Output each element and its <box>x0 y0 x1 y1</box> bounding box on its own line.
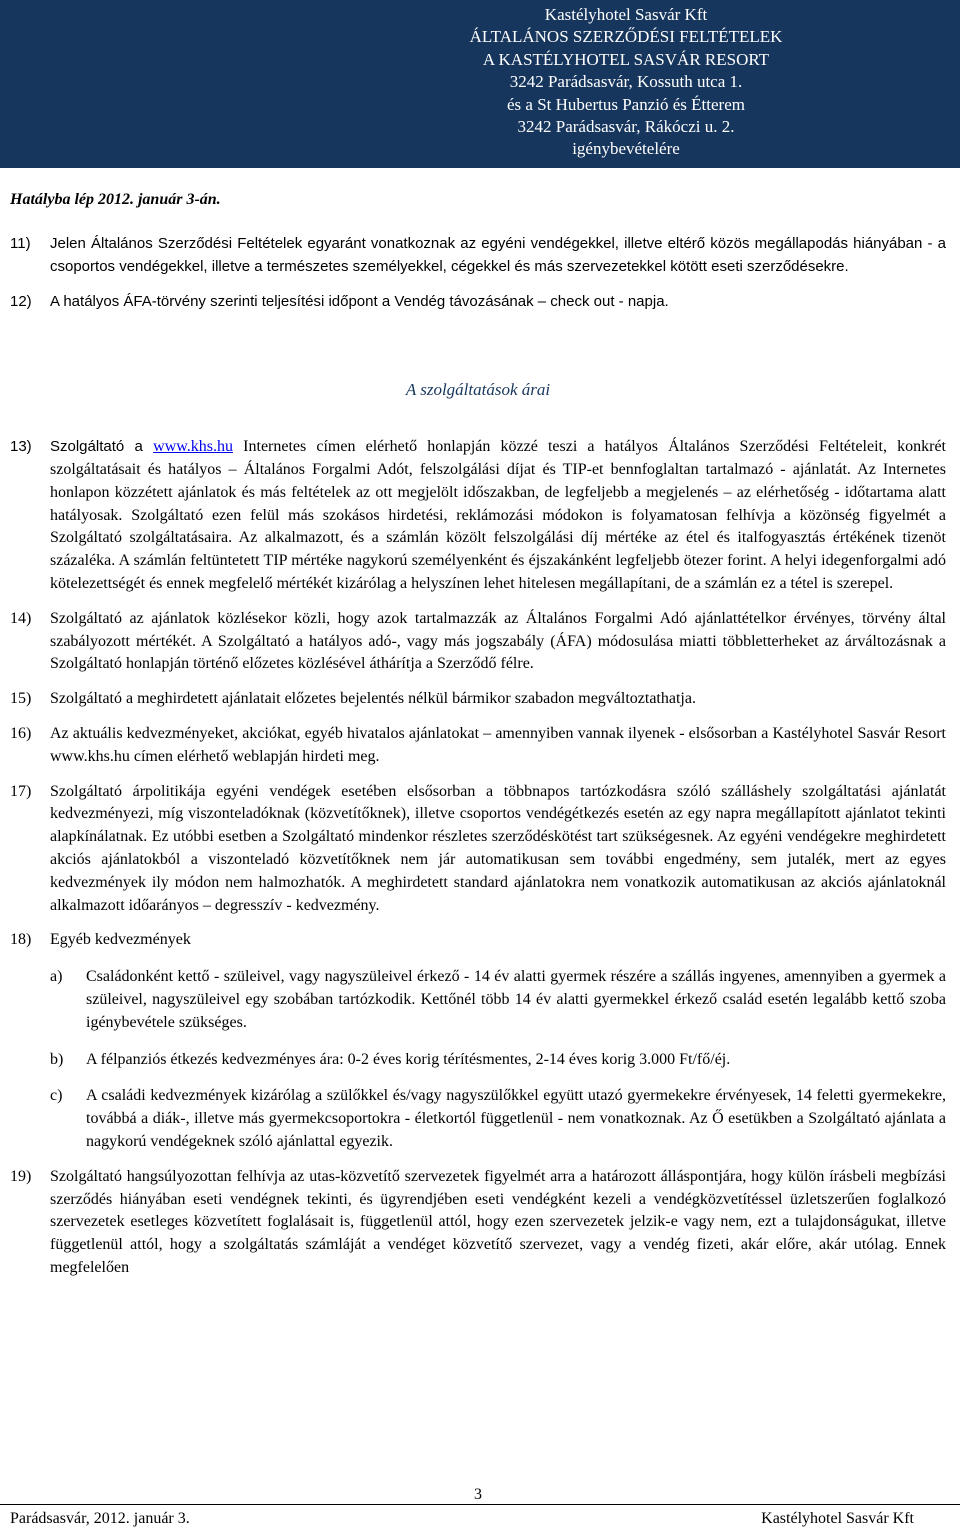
subitem-text: A félpanziós étkezés kedvezményes ára: 0-2 éves korig térítésmentes, 2-14 éves korig 3.000 Ft/fő/éj. <box>86 1050 731 1068</box>
effective-date: Hatályba lép 2012. január 3-án. <box>10 191 221 208</box>
paragraph-number: 13) <box>10 438 32 456</box>
panzio-name: és a St Hubertus Panzió és Étterem <box>507 94 745 114</box>
paragraph-number: 12) <box>10 292 32 310</box>
subitem-letter: a) <box>50 968 63 986</box>
paragraph-17 <box>10 781 946 918</box>
paragraph-text: Az aktuális kedvezményeket, akciókat, egyéb hivatalos ajánlatokat – amennyiben vannak ilyenek - elsősorban a Kastélyhotel Sasvár Resort www.khs.hu címen elérhető weblapján hirdeti meg. <box>50 724 946 765</box>
subitem-c <box>50 1085 946 1153</box>
footer-divider <box>0 1504 960 1505</box>
header-suffix: igénybevételére <box>572 139 680 159</box>
website-link[interactable]: www.khs.hu <box>153 438 234 456</box>
section-title: A szolgáltatások árai <box>405 380 551 400</box>
resort-address: 3242 Parádsasvár, Kossuth utca 1. <box>509 72 743 92</box>
paragraph-number: 19) <box>10 1167 32 1185</box>
paragraph-number: 16) <box>10 724 32 742</box>
paragraph-12 <box>10 291 946 314</box>
paragraph-13 <box>10 436 946 596</box>
subitem-a <box>50 966 946 1034</box>
paragraph-16 <box>10 723 946 769</box>
paragraph-text-pre: Szolgáltató a <box>50 438 154 456</box>
document-body <box>10 233 946 1292</box>
paragraph-text: Szolgáltató hangsúlyozottan felhívja az utas-közvetítő szervezetek figyelmét arra a határozott álláspontjára, hogy külön írásbeli megbízási szerződés hiányában eseti vendégnek tekinti, és ügyrendjében eseti vendégként kezeli a vendégközvetítéssel üzletszerűen foglalkozó szervezetek esetleges közvetített foglalásait is, függetlenül attól, hogy ezen szervezetek jelzik-e vagy nem, ezt a tulajdonságukat, illetve függetlenül attól, hogy a szolgáltatás számláját a vendéget közvetítő szervezet, vagy a vendég fizeti, akár előre, akár utólag. Ennek megfelelően <box>50 1167 946 1276</box>
paragraph-text: Szolgáltató árpolitikája egyéni vendégek esetében elsősorban a többnapos tartózkodásra szóló szálláshely szolgáltatási ajánlatát kedvezményezi, míg viszonteladóknak (közvetítőknek), illetve csoportos vendégétkezés esetén az egy napra megállapított ajánlatot tekinti alapkínálatnak. Ez utóbbi esetben a Szolgáltató mindenkor részletes szerződéskötést tart szükségesnek. Az egyéni vendégekre meghirdetett akciós ajánlatokból a viszonteladó közvetítőknek nem jár automatikusan sem további engedmény, sem jutalék, mert az egyes kedvezmények ily módon nem halmozhatók. A meghirdetett standard ajánlatokra nem vonatkozik automatikusan az akciós ajánlatoknál alkalmazott időarányos – degresszív - kedvezmény. <box>50 782 946 914</box>
paragraph-number: 11) <box>10 235 31 252</box>
paragraph-text: A hatályos ÁFA-törvény szerinti teljesítési időpont a Vendég távozásának – check out - napja. <box>50 292 669 310</box>
paragraph-18 <box>10 929 946 1153</box>
paragraph-number: 15) <box>10 690 32 708</box>
subitem-letter: b) <box>50 1050 64 1068</box>
subitem-letter: c) <box>50 1087 63 1105</box>
paragraph-number: 17) <box>10 782 32 800</box>
paragraph-text: Egyéb kedvezmények <box>50 931 191 949</box>
resort-name: A KASTÉLYHOTEL SASVÁR RESORT <box>482 49 770 69</box>
paragraph-number: 14) <box>10 609 32 627</box>
panzio-address: 3242 Parádsasvár, Rákóczi u. 2. <box>517 117 735 137</box>
paragraph-14 <box>10 608 946 676</box>
page-number: 3 <box>474 1486 482 1503</box>
paragraph-text: Jelen Általános Szerződési Feltételek egyaránt vonatkoznak az egyéni vendégekkel, illetve eltérő közös megállapodás hiányában - a csoportos vendégekkel, illetve a természetes személyekkel, cégekkel és más szervezetekkel kötött eseti szerződésekre. <box>50 235 946 275</box>
company-name: Kastélyhotel Sasvár Kft <box>544 5 708 24</box>
document-header <box>292 4 960 162</box>
paragraph-number: 18) <box>10 931 32 949</box>
subitem-b <box>50 1049 946 1072</box>
paragraph-text: Szolgáltató az ajánlatok közlésekor közli, hogy azok tartalmazzák az Általános Forgalmi Adó ajánlattételkor érvényes, törvény által szabályozott mértékét. A Szolgáltató a hatályos adó-, vagy más jogszabály (ÁFA) módosulása miatti többletterheket az árváltozásnak a Szolgáltató honlapján történő előzetes közlésével áthárítja a Szerződő félre. <box>50 609 946 673</box>
paragraph-19 <box>10 1166 946 1280</box>
footer-company: Kastélyhotel Sasvár Kft <box>761 1510 914 1527</box>
paragraph-text: Szolgáltató a meghirdetett ajánlatait előzetes bejelentés nélkül bármikor szabadon megváltoztathatja. <box>50 690 696 708</box>
footer-place-date: Parádsasvár, 2012. január 3. <box>10 1510 190 1527</box>
document-title: ÁLTALÁNOS SZERZŐDÉSI FELTÉTELEK <box>469 27 783 47</box>
paragraph-15 <box>10 688 946 711</box>
subitem-text: A családi kedvezmények kizárólag a szülőkkel és/vagy nagyszülőkkel együtt utazó gyermekekre érvényesek, 14 feletti gyermekekre, továbbá a diák-, illetve más gyermekcsoportokra - életkortól függetlenül - nem vonatkoznak. Az Ő esetükben a Szolgáltató ajánlata a nagykorú vendégeknek szóló ajánlattal egyezik. <box>86 1087 946 1150</box>
paragraph-11 <box>10 233 946 279</box>
paragraph-text: Internetes címen elérhető honlapján közzé teszi a hatályos Általános Szerződési Feltételeit, konkrét szolgáltatásait és hatályos – Általános Forgalmi Adót, felszolgálási díjat és TIP-et bennfoglaltan tartalmazó - ajánlatát. Az Internetes honlapon közzétett ajánlatok és más feltételek az ott megjelölt időszakban, de legfeljebb a megjelenés – az elérhetőség - időtartama alatt hatályosak. Szolgáltató ezen felül más szokásos hirdetési, reklámozási módokon is folyamatosan felhívja a közönség figyelmét a Szolgáltató szolgáltatásaira. Az alkalmazott, és a számlán közölt felszolgálási díj mértéke az étel és italfogyasztás értékének tizenöt százaléka. A számlán feltüntetett TIP mértéke nagykorú személyenként és éjszakánként legfeljebb ötezer forint. A helyi idegenforgalmi adó kötelezettségét és ennek megfelelő mértékét kizárólag a helyszínen lehet hitelesen megállapítani, de a számlán ez a tétel is szerepel. <box>50 438 946 592</box>
subitem-text: Családonként kettő - szüleivel, vagy nagyszüleivel érkező - 14 év alatti gyermek részére a szállás ingyenes, amennyiben a gyermek a szüleivel, nagyszüleivel egy szobában tartózkodik. Kettőnél több 14 év alatti gyermekkel érkező család esetén legalább kettő szoba igénybevétele szükséges. <box>86 968 946 1031</box>
